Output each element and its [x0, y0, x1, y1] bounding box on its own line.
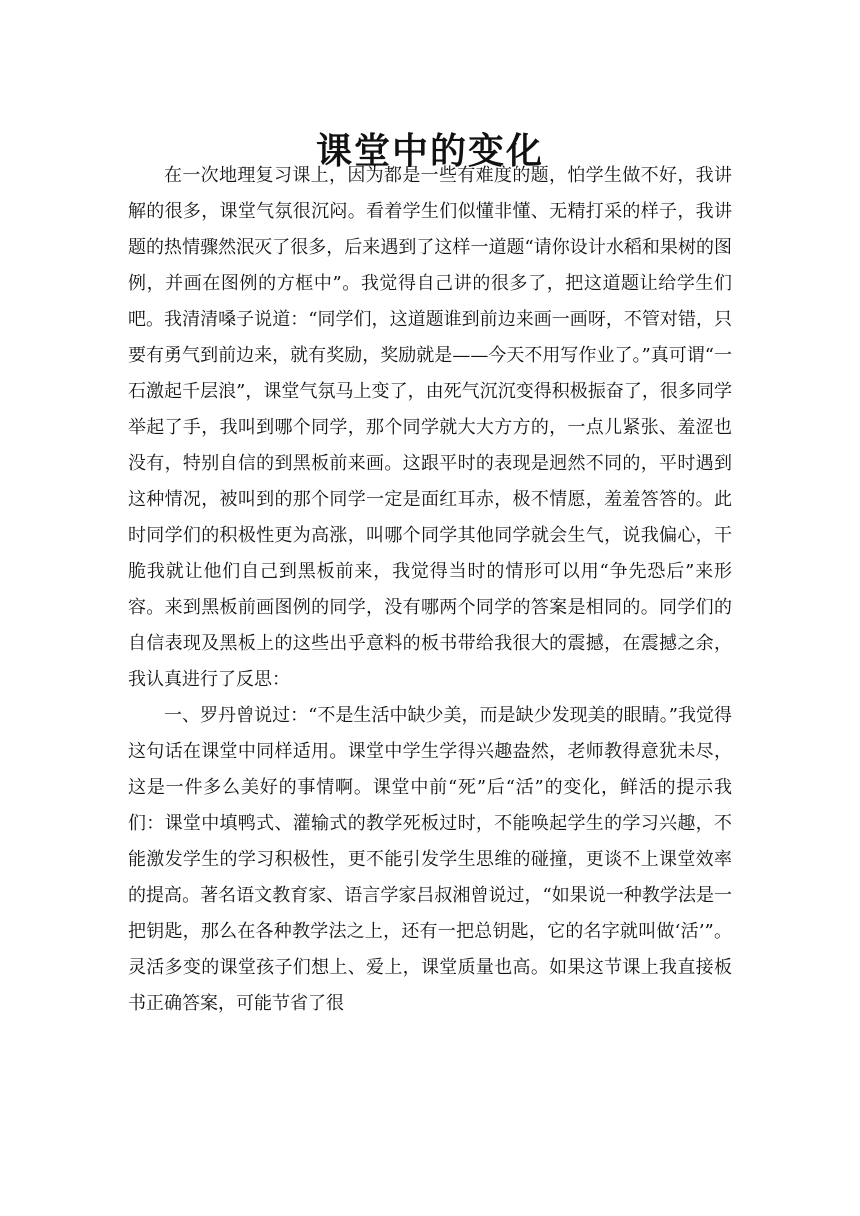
paragraph-1: 在一次地理复习课上，因为都是一些有难度的题，怕学生做不好，我讲解的很多，课堂气氛很沉闷。看着学生们似懂非懂、无精打采的样子，我讲题的热情骤然泯灭了很多，后来遇到了这样一道题“请你设计水稻和果树的图例，并画在图例的方框中”。我觉得自己讲的很多了，把这道题让给学生们吧。我清清嗓子说道：“同学们，这道题谁到前边来画一画呀，不管对错，只要有勇气到前边来，就有奖励，奖励就是——今天不用写作业了。”真可谓“一石激起千层浪”，课堂气氛马上变了，由死气沉沉变得积极振奋了，很多同学举起了手，我叫到哪个同学，那个同学就大大方方的，一点儿紧张、羞涩也没有，特别自信的到黑板前来画。这跟平时的表现是迥然不同的，平时遇到这种情况，被叫到的那个同学一定是面红耳赤，极不情愿，羞羞答答的。此时同学们的积极性更为高涨，叫哪个同学其他同学就会生气，说我偏心，干脆我就让他们自己到黑板前来，我觉得当时的情形可以用“争先恐后”来形容。来到黑板前画图例的同学，没有哪两个同学的答案是相同的。同学们的自信表现及黑板上的这些出乎意料的板书带给我很大的震撼，在震撼之余，我认真进行了反思：	[128, 165, 732, 690]
document-title: 课堂中的变化	[315, 131, 544, 173]
document-body	[128, 158, 732, 1022]
paragraph-2: 一、罗丹曾说过：“不是生活中缺少美，而是缺少发现美的眼睛。”我觉得这句话在课堂中同样适用。课堂中学生学得兴趣盎然，老师教得意犹未尽，这是一件多么美好的事情啊。课堂中前“死”后“活”的变化，鲜活的提示我们：课堂中填鸭式、灌输式的教学死板过时，不能唤起学生的学习兴趣，不能激发学生的学习积极性，更不能引发学生思维的碰撞，更谈不上课堂效率的提高。著名语文教育家、语言学家吕叔湘曾说过，“如果说一种教学法是一把钥匙，那么在各种教学法之上，还有一把总钥匙，它的名字就叫做‘活’”。灵活多变的课堂孩子们想上、爱上，课堂质量也高。如果这节课上我直接板书正确答案，可能节省了很	[128, 705, 732, 1014]
